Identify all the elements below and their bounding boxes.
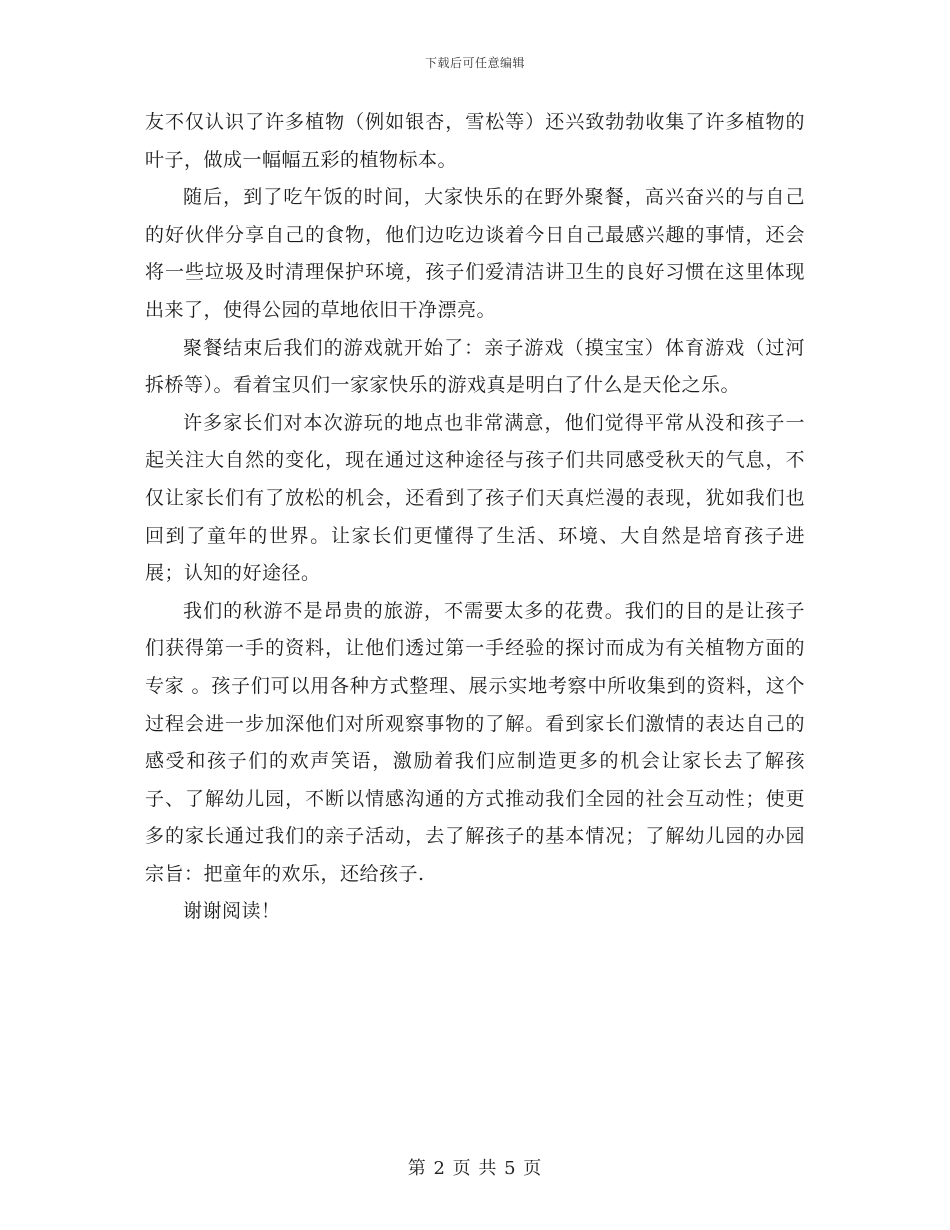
paragraph-games: 聚餐结束后我们的游戏就开始了：亲子游戏（摸宝宝）体育游戏（过河拆桥等）。看着宝贝们一家家快乐的游戏真是明白了什么是天伦之乐。 [145,336,805,397]
paragraph-parents: 许多家长们对本次游玩的地点也非常满意，他们觉得平常从没和孩子一起关注大自然的变化，现在通过这种途径与孩子们共同感受秋天的气息，不仅让家长们有了放松的机会，还看到了孩子们天真烂漫的表现，犹如我们也回到了童年的世界。让家长们更懂得了生活、环境、大自然是培育孩子进展；认知的好途径。 [145,411,805,585]
paragraph-purpose: 我们的秋游不是昂贵的旅游，不需要太多的花费。我们的目的是让孩子们获得第一手的资料，让他们透过第一手经验的探讨而成为有关植物方面的 专家 。孩子们可以用各种方式整理、展示实地考察中所收集到的资料，这个过程会进一步加深他们对所观察事物的了解。看到家长们激情的表达自己的感受和孩子们的欢声笑语，激励着我们应制造更多的机会让家长去了解孩子、了解幼儿园，不断以情感沟通的方式推动我们全园的社会互动性；使更多的家长通过我们的亲子活动，去了解孩子的基本情况；了解幼儿园的办园宗旨：把童年的欢乐，还给孩子. [145,599,805,885]
paragraph-continued: 友不仅认识了许多植物（例如银杏，雪松等）还兴致勃勃收集了许多植物的叶子，做成一幅幅五彩的植物标本。 [145,111,805,171]
page-header: 下载后可任意编辑 [424,56,525,70]
paragraph-thanks: 谢谢阅读！ [183,900,281,923]
paragraph-lunch: 随后，到了吃午饭的时间，大家快乐的在野外聚餐，高兴奋兴的与自己的好伙伴分享自己的食物，他们边吃边谈着今日自己最感兴趣的事情，还会将一些垃圾及时清理保护环境，孩子们爱清洁讲卫生的良好习惯在这里体现出来了，使得公园的草地依旧干净漂亮。 [145,186,805,321]
document-body [145,104,805,931]
page-number: 第 2 页 共 5 页 [407,1158,543,1179]
